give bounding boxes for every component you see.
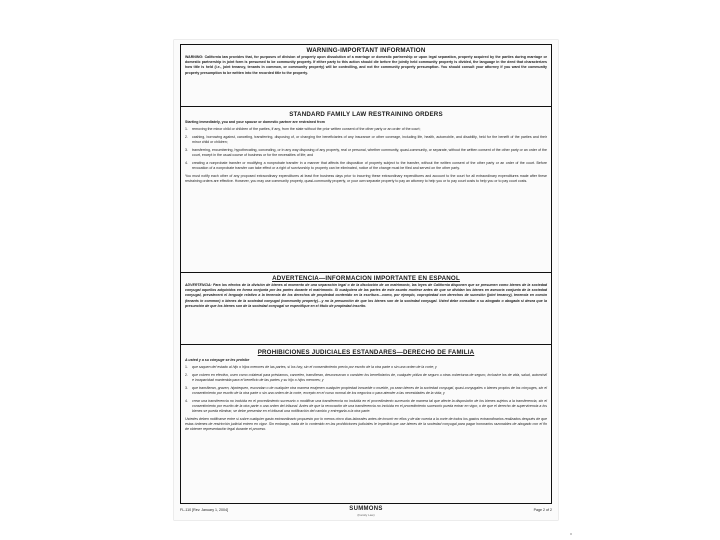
footer-title: SUMMONS xyxy=(349,506,383,512)
list-item: 1. removing the minor child or children of the parties, if any, from the state without the prior written consent of the other party or an order of the court; xyxy=(185,126,421,131)
restraining-orders-list xyxy=(185,127,547,171)
list-item: 2. que cobren en efectivo, usen como colateral para préstamos, cancelen, transfieran, desconozcan o cambien los beneficiarios de, cualquier póliza de seguro u otras coberturas de seguro, inclusive los de vida, salud, automóvil e incapacidad mantenida para el beneficio de las partes y su hijo o hijos menores; y xyxy=(185,372,547,382)
form-frame xyxy=(180,44,552,504)
restraining-orders-heading: STANDARD FAMILY LAW RESTRAINING ORDERS xyxy=(289,111,443,118)
prohibiciones-list xyxy=(185,365,547,414)
list-item: 4. creating a nonprobate transfer or modifying a nonprobate transfer in a manner that affects the disposition of property subject to the transfer, without the written consent of the other party or an order of the court. Before revocation of a nonprobate transfer can take effect or a right of survivorship to property can be eliminated, notice of the change must be filed and served on the other party. xyxy=(185,160,547,170)
page-footer xyxy=(180,506,552,518)
list-item: 2. cashing, borrowing against, canceling, transferring, disposing of, or changing the beneficiaries of any insurance or other coverage, including life, health, automobile, and disability, held for the benefit of the parties and their minor child or children; xyxy=(185,134,547,144)
advertencia-section xyxy=(181,273,551,345)
form-number: FL-110 [Rev. January 1, 2004] xyxy=(180,508,229,512)
footer-subtitle: (Family Law) xyxy=(357,513,375,517)
restraining-orders-intro: Starting immediately, you and your spouse or domestic partner are restrained from xyxy=(185,120,325,124)
document-page xyxy=(174,40,558,520)
list-item: 3. transferring, encumbering, hypothecating, concealing, or in any way disposing of any property, real or personal, whether community, quasi-community, or separate, without the written consent of the other party or an order of the court, except in the usual course of business or for the necessities of life; and xyxy=(185,147,547,157)
advertencia-heading: ADVERTENCIA—INFORMACION IMPORTANTE EN ESPANOL xyxy=(272,275,460,282)
scan-speck xyxy=(570,533,572,535)
warning-section xyxy=(181,45,551,107)
restraining-orders-closing: You must notify each other of any proposed extraordinary expenditures at least five business days prior to incurring these extraordinary expenditures and account to the court for all extraordinary expenditures made after these restraining orders are effective. However, you may use community property, quasi-community property, or your own separate property to pay an attorney to help you or to pay court costs to help you or to pay court costs. xyxy=(185,173,547,183)
prohibiciones-section xyxy=(181,345,551,503)
warning-text: WARNING: California law provides that, for purposes of division of property upon dissolution of a marriage or domestic partnership or upon legal separation, property acquired by the parties during marriage or domestic partnership in joint form is presumed to be community property. If either party to this action should die before the jointly held community property is divided, the language in the deed that characterizes how title is held (i.e., joint tenancy, tenants in common, or community property) will be controlling, and not the community property presumption. You should consult your attorney if you want the community property presumption to be written into the recorded title to the property. xyxy=(185,55,547,75)
list-item: 1. que saquen del estado al hijo o hijos menores de las partes, si los hay, sin el consentimiento previo por escrito de la otra parte o sin una orden de la corte; y xyxy=(185,364,437,369)
advertencia-text: ADVERTENCIA: Para los efectos de la división de bienes al momento de una separación legal o de la disolución de un matrimonio, las leyes de California disponen que se presumen como bienes de la sociedad conyugal aquellos adquiridos en forma conjunta por las partes durante el matrimonio. Si cualquiera de las partes de este asunto muriese antes de que se dividan los bienes en asesoría conjunta de la sociedad conyugal, prevalecerá el lenguaje relativo a la tenencia de los derechos de propiedad contenido en la escritura—como, por ejemplo, copropiedad con derechos de sucesión (joint tenancy), tenencia en común (tenants in common) o bienes de la sociedad conyugal (community property)—y no la presunción de que los bienes son de la sociedad conyugal. Usted debe consultar a su abogado o abogada si desea que la presunción de que los bienes son de la sociedad conyugal se especifique en el título de propiedad inscrito. xyxy=(185,283,547,308)
prohibiciones-heading: PROHIBICIONES JUDICIALES ESTANDARES—DERECHO DE FAMILIA xyxy=(257,349,475,356)
prohibiciones-intro: A usted y a su cónyuge se les prohíbe xyxy=(185,358,250,362)
list-item: 3. que transfieran, graven, hipotequen, escondan o de cualquier otra manera enajenen cualquier propiedad inmueble o mueble, ya sean bienes de la sociedad conyugal, quasi-conyugales o bienes propios de los cónyuges, sin el consentimiento por escrito de la otra parte o sin una orden de la corte, excepto en el curso normal de los negocios o para atender a las necesidades de la vida; y xyxy=(185,385,547,395)
restraining-orders-section xyxy=(181,107,551,273)
list-item: 4. crear una transferencia no incluida en el procedimiento sucesorio o modificar una transferencia no incluida en el procedimiento sucesorio de manera tal que afecte la disposición de los bienes sujetos a la transferencia, sin el consentimiento por escrito de la otra parte o una orden del tribunal. Antes de que la revocación de una transferencia no incluida en el procedimiento sucesorio pueda entrar en vigor, o de que el derecho de supervivencia a los bienes se pueda eliminar, se debe presentar en el tribunal una notificación del cambio y entregarla a la otra parte. xyxy=(185,398,547,413)
prohibiciones-closing: Ustedes deben notificarse entre sí sobre cualquier gasto extraordinario propuesto por lo menos cinco días laborales antes de incurrir en ellos y de dar cuenta a la corte de todos los gastos extraordinarios realizados después de que estas órdenes de restricción judicial entren en vigor. Sin embargo, nada de lo contenido en las prohibiciones judiciales le impedirá que use bienes de la sociedad conyugal para pagar honorarios razonables de abogado con el fin de obtener representación legal durante el proceso. xyxy=(185,416,547,431)
warning-heading: WARNING-IMPORTANT INFORMATION xyxy=(306,47,426,54)
page-number: Page 2 of 2 xyxy=(533,508,552,512)
